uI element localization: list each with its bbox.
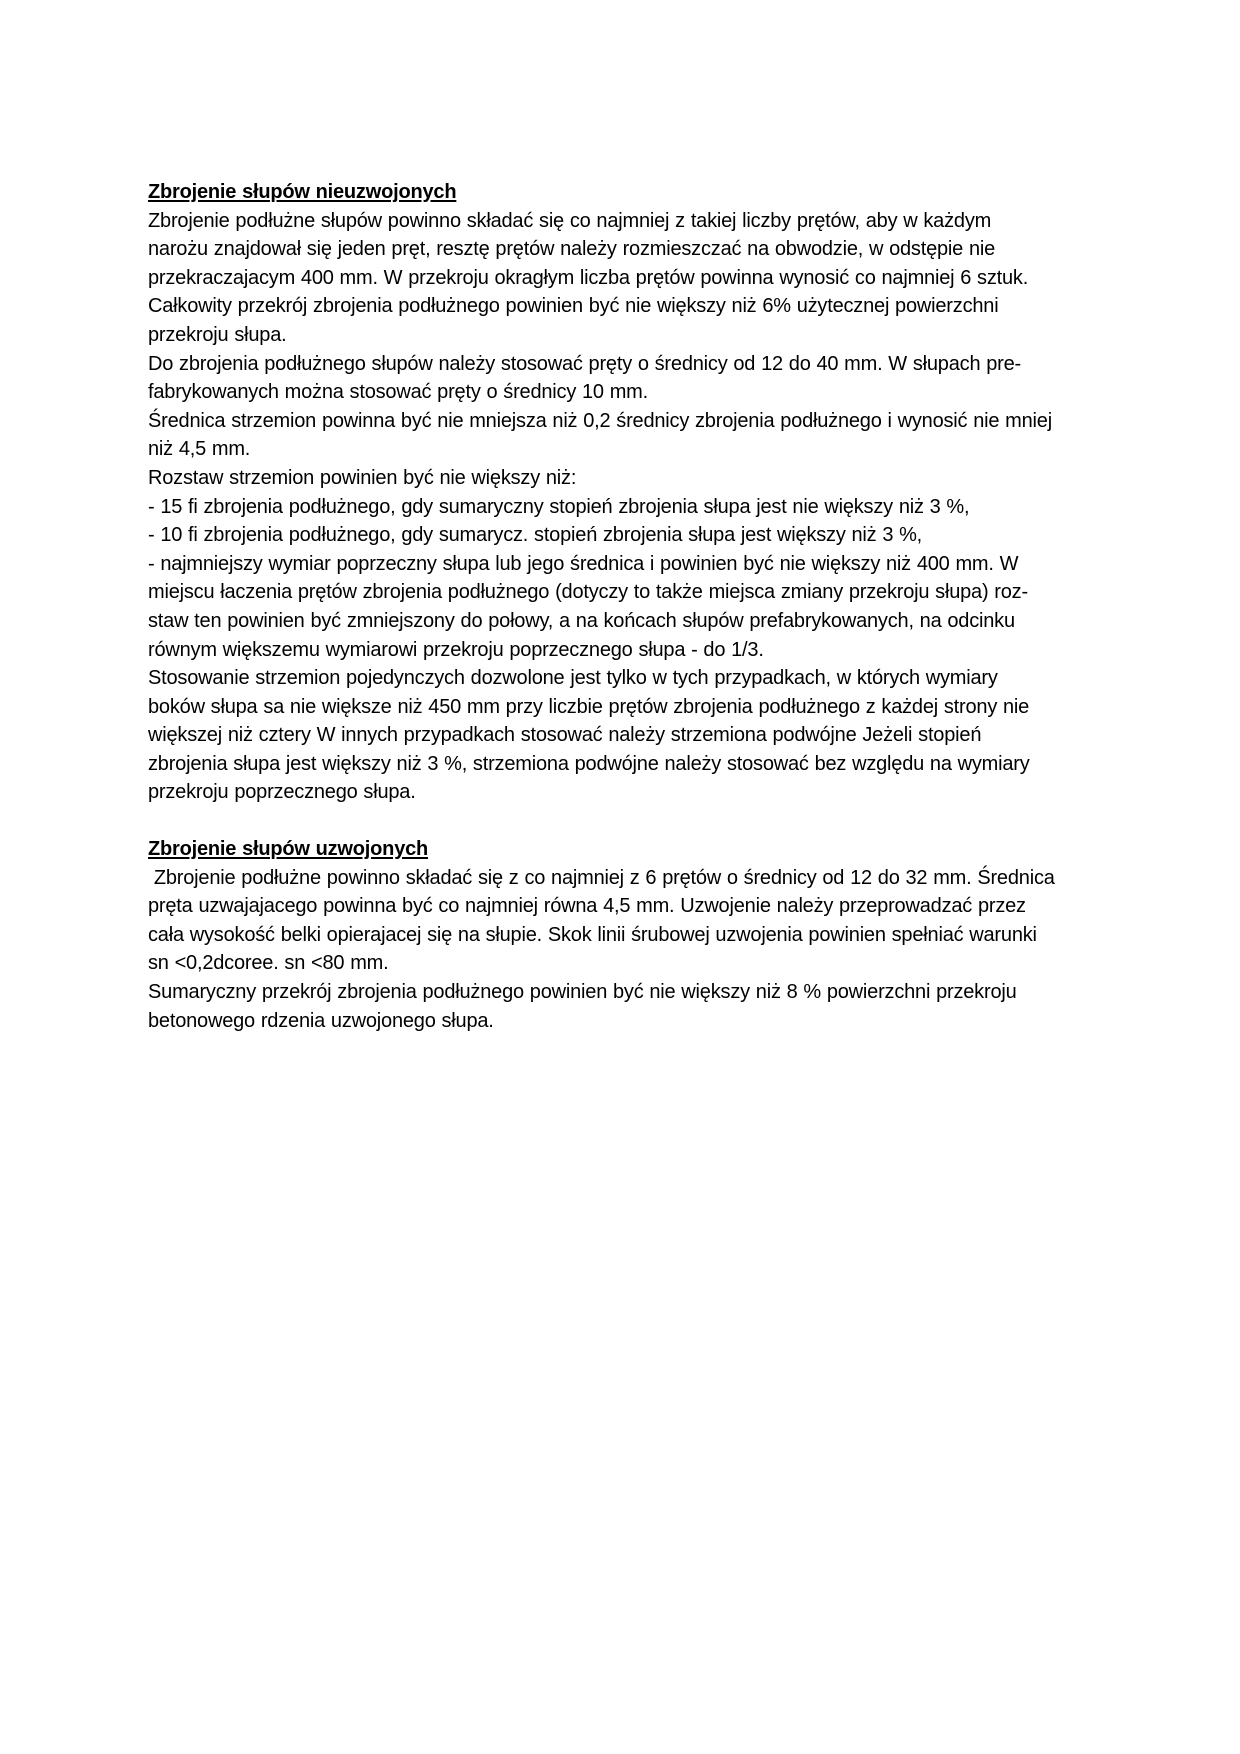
paragraph-line: równym większemu wymiarowi przekroju poprzecznego słupa - do 1/3. <box>148 638 764 661</box>
paragraph-line: Średnica strzemion powinna być nie mniejsza niż 0,2 średnicy zbrojenia podłużnego i wynosić nie mniej <box>148 409 1052 432</box>
paragraph-line: sn <0,2dcoree. sn <80 mm. <box>148 952 389 975</box>
paragraph-line: większej niż cztery W innych przypadkach stosować należy strzemiona podwójne Jeżeli stopień <box>148 724 982 747</box>
list-item-line: - 15 fi zbrojenia podłużnego, gdy sumaryczny stopień zbrojenia słupa jest nie większy niż 3 %, <box>148 495 970 518</box>
paragraph-line: Rozstaw strzemion powinien być nie większy niż: <box>148 466 577 489</box>
paragraph-line: niż 4,5 mm. <box>148 438 251 461</box>
paragraph-line: miejscu łaczenia prętów zbrojenia podłużnego (dotyczy to także miejsca zmiany przekroju słupa) roz- <box>148 581 1028 604</box>
section-heading: Zbrojenie słupów nieuzwojonych <box>148 181 457 203</box>
paragraph-line: Zbrojenie podłużne powinno składać się z co najmniej z 6 prętów o średnicy od 12 do 32 mm. Średnica <box>148 866 1055 889</box>
list-item-line: - 10 fi zbrojenia podłużnego, gdy sumarycz. stopień zbrojenia słupa jest większy niż 3 %, <box>148 524 923 547</box>
paragraph-line: zbrojenia słupa jest większy niż 3 %, strzemiona podwójne należy stosować bez względu na wymiary <box>148 752 1030 775</box>
paragraph-line: betonowego rdzenia uzwojonego słupa. <box>148 1009 494 1032</box>
paragraph-line: przekraczajacym 400 mm. W przekroju okragłym liczba prętów powinna wynosić co najmniej 6 sztuk. <box>148 266 1029 289</box>
paragraph-line: staw ten powinien być zmniejszony do połowy, a na końcach słupów prefabrykowanych, na odcinku <box>148 609 1015 632</box>
paragraph-line: narożu znajdował się jeden pręt, resztę prętów należy rozmieszczać na obwodzie, w odstępie nie <box>148 238 996 261</box>
paragraph-line: Zbrojenie podłużne słupów powinno składać się co najmniej z takiej liczby prętów, aby w każdym <box>148 209 992 232</box>
section-spiral-columns <box>148 835 1098 1035</box>
section-heading: Zbrojenie słupów uzwojonych <box>148 838 429 861</box>
document-body <box>148 178 1098 1035</box>
list-item-line: - najmniejszy wymiar poprzeczny słupa lub jego średnica i powinien być nie większy niż 400 mm. W <box>148 552 1019 575</box>
paragraph-line: Sumaryczny przekrój zbrojenia podłużnego powinien być nie większy niż 8 % powierzchni przekroju <box>148 981 1017 1004</box>
paragraph-line: fabrykowanych można stosować pręty o średnicy 10 mm. <box>148 381 648 404</box>
paragraph-line: cała wysokość belki opierajacej się na słupie. Skok linii śrubowej uzwojenia powinien spełniać warunki <box>148 923 1037 946</box>
paragraph-line: Całkowity przekrój zbrojenia podłużnego powinien być nie większy niż 6% użytecznej powierzchni <box>148 295 999 318</box>
paragraph-line: przekroju poprzecznego słupa. <box>148 781 416 804</box>
paragraph-line: Do zbrojenia podłużnego słupów należy stosować pręty o średnicy od 12 do 40 mm. W słupach pre- <box>148 352 1021 375</box>
paragraph-line: Stosowanie strzemion pojedynczych dozwolone jest tylko w tych przypadkach, w których wymiary <box>148 667 998 690</box>
section-non-spiral-columns <box>148 178 1098 807</box>
paragraph-line: pręta uzwajajacego powinna być co najmniej równa 4,5 mm. Uzwojenie należy przeprowadzać przez <box>148 895 1026 918</box>
paragraph-line: boków słupa sa nie większe niż 450 mm przy liczbie prętów zbrojenia podłużnego z każdej strony nie <box>148 695 1030 718</box>
paragraph-line: przekroju słupa. <box>148 323 287 346</box>
